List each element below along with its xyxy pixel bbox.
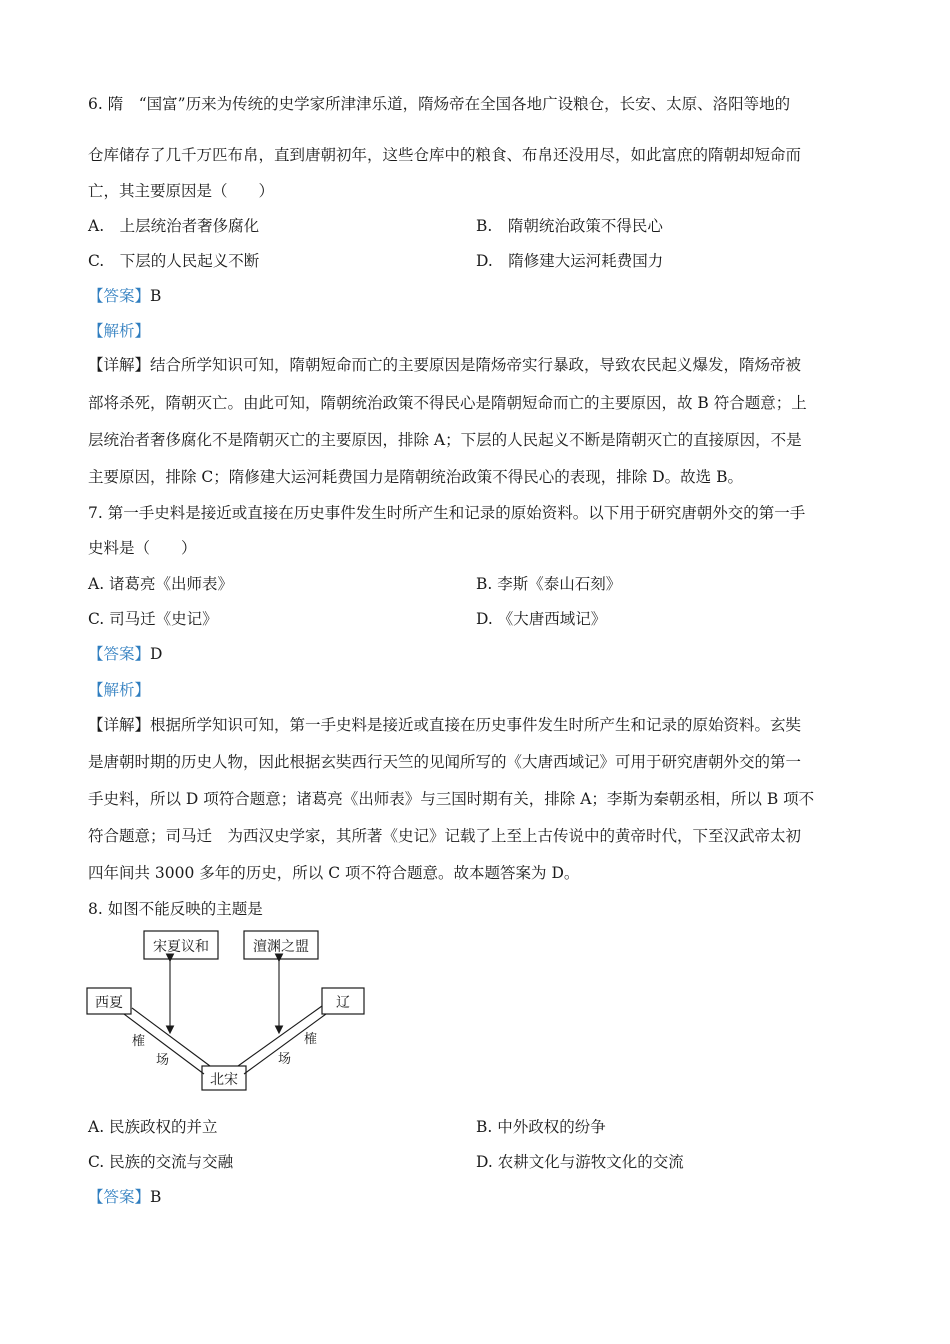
q6-stem-line-3: 亡，其主要原因是（ ） [88, 182, 275, 200]
q7-detail-line-1 [88, 715, 801, 735]
answer-value: D [150, 645, 163, 663]
box-chanyuan-treaty-label: 澶渊之盟 [253, 939, 309, 955]
detail-tag: 【详解】 [88, 356, 151, 374]
q7-detail-line-2: 是唐朝时期的历史人物，因此根据玄奘西行天竺的见闻所写的《大唐西域记》可用于研究唐朝外交的第一 [88, 753, 802, 771]
box-song-xia-peace [144, 931, 218, 959]
box-liao [322, 988, 364, 1014]
q7-option-d: D. 《大唐西域记》 [476, 610, 607, 628]
q6-option-d: D. 隋修建大运河耗费国力 [476, 252, 664, 270]
q8-option-c: C. 民族的交流与交融 [88, 1153, 234, 1171]
q6-detail-line-4: 主要原因，排除 C；隋修建大运河耗费国力是隋朝统治政策不得民心的表现，排除 D。故选 B。 [88, 468, 743, 486]
q7-answer [88, 644, 162, 664]
q7-stem-line-1: 7. 第一手史料是接近或直接在历史事件发生时所产生和记录的原始资料。以下用于研究唐朝外交的第一手 [88, 504, 806, 522]
box-western-xia [87, 988, 131, 1014]
box-liao-label: 辽 [336, 995, 350, 1011]
q7-detail-line-4: 符合题意；司马迁 为西汉史学家，其所著《史记》记载了上至上古传说中的黄帝时代，下至汉武帝太初 [88, 827, 802, 845]
left-road-label-2: 场 [156, 1053, 170, 1068]
q6-detail-line-1 [88, 355, 801, 375]
right-road-label-2: 场 [278, 1052, 292, 1067]
right-road-label-1: 榷 [304, 1032, 318, 1047]
q8-diagram [86, 928, 370, 1094]
box-chanyuan-treaty [244, 931, 318, 959]
q8-answer [88, 1187, 161, 1207]
answer-tag: 【答案】 [88, 287, 151, 305]
q6-detail-line-2: 部将杀死，隋朝灭亡。由此可知，隋朝统治政策不得民心是隋朝短命而亡的主要原因，故 B 符合题意；上 [88, 394, 807, 412]
q6-answer [88, 286, 161, 306]
answer-value: B [150, 1188, 162, 1206]
box-northern-song-label: 北宋 [210, 1072, 238, 1088]
detail-tag: 【详解】 [88, 716, 151, 734]
q7-detail-line-3: 手史料，所以 D 项符合题意；诸葛亮《出师表》与三国时期有关，排除 A；李斯为秦朝丞相，所以 B 项不 [88, 790, 815, 808]
q6-analysis-tag: 【解析】 [88, 322, 151, 340]
q6-option-b: B. 隋朝统治政策不得民心 [476, 217, 663, 235]
q7-stem-line-2: 史料是（ ） [88, 539, 197, 557]
box-western-xia-label: 西夏 [95, 995, 123, 1011]
q6-stem-line-2: 仓库储存了几千万匹布帛，直到唐朝初年，这些仓库中的粮食、布帛还没用尽，如此富庶的隋朝却短命而 [88, 146, 802, 164]
answer-value: B [150, 287, 162, 305]
q7-analysis-tag: 【解析】 [88, 681, 151, 699]
answer-tag: 【答案】 [88, 1188, 151, 1206]
q6-detail-line-3: 层统治者奢侈腐化不是隋朝灭亡的主要原因，排除 A；下层的人民起义不断是隋朝灭亡的直接原因，不是 [88, 431, 802, 449]
q7-option-b: B. 李斯《泰山石刻》 [476, 575, 622, 593]
left-road-label-1: 榷 [132, 1034, 146, 1049]
q8-stem: 8. 如图不能反映的主题是 [88, 900, 263, 918]
detail-text: 根据所学知识可知，第一手史料是接近或直接在历史事件发生时所产生和记录的原始资料。玄奘 [150, 716, 802, 734]
detail-text: 结合所学知识可知，隋朝短命而亡的主要原因是隋炀帝实行暴政，导致农民起义爆发，隋炀帝被 [150, 356, 802, 374]
q8-option-b: B. 中外政权的纷争 [476, 1118, 606, 1136]
q6-option-c: C. 下层的人民起义不断 [88, 252, 260, 270]
answer-tag: 【答案】 [88, 645, 151, 663]
q7-option-c: C. 司马迁《史记》 [88, 610, 218, 628]
q6-stem-line-1: 6. 隋 “国富”历来为传统的史学家所津津乐道，隋炀帝在全国各地广设粮仓，长安、太原、洛阳等地的 [88, 95, 791, 113]
q7-option-a: A. 诸葛亮《出师表》 [88, 575, 234, 593]
q8-option-d: D. 农耕文化与游牧文化的交流 [476, 1153, 684, 1171]
box-song-xia-peace-label: 宋夏议和 [153, 939, 209, 955]
q7-detail-line-5: 四年间共 3000 多年的历史，所以 C 项不符合题意。故本题答案为 D。 [88, 864, 580, 882]
q6-option-a: A. 上层统治者奢侈腐化 [88, 217, 260, 235]
box-northern-song [202, 1066, 246, 1090]
q8-option-a: A. 民族政权的并立 [88, 1118, 218, 1136]
